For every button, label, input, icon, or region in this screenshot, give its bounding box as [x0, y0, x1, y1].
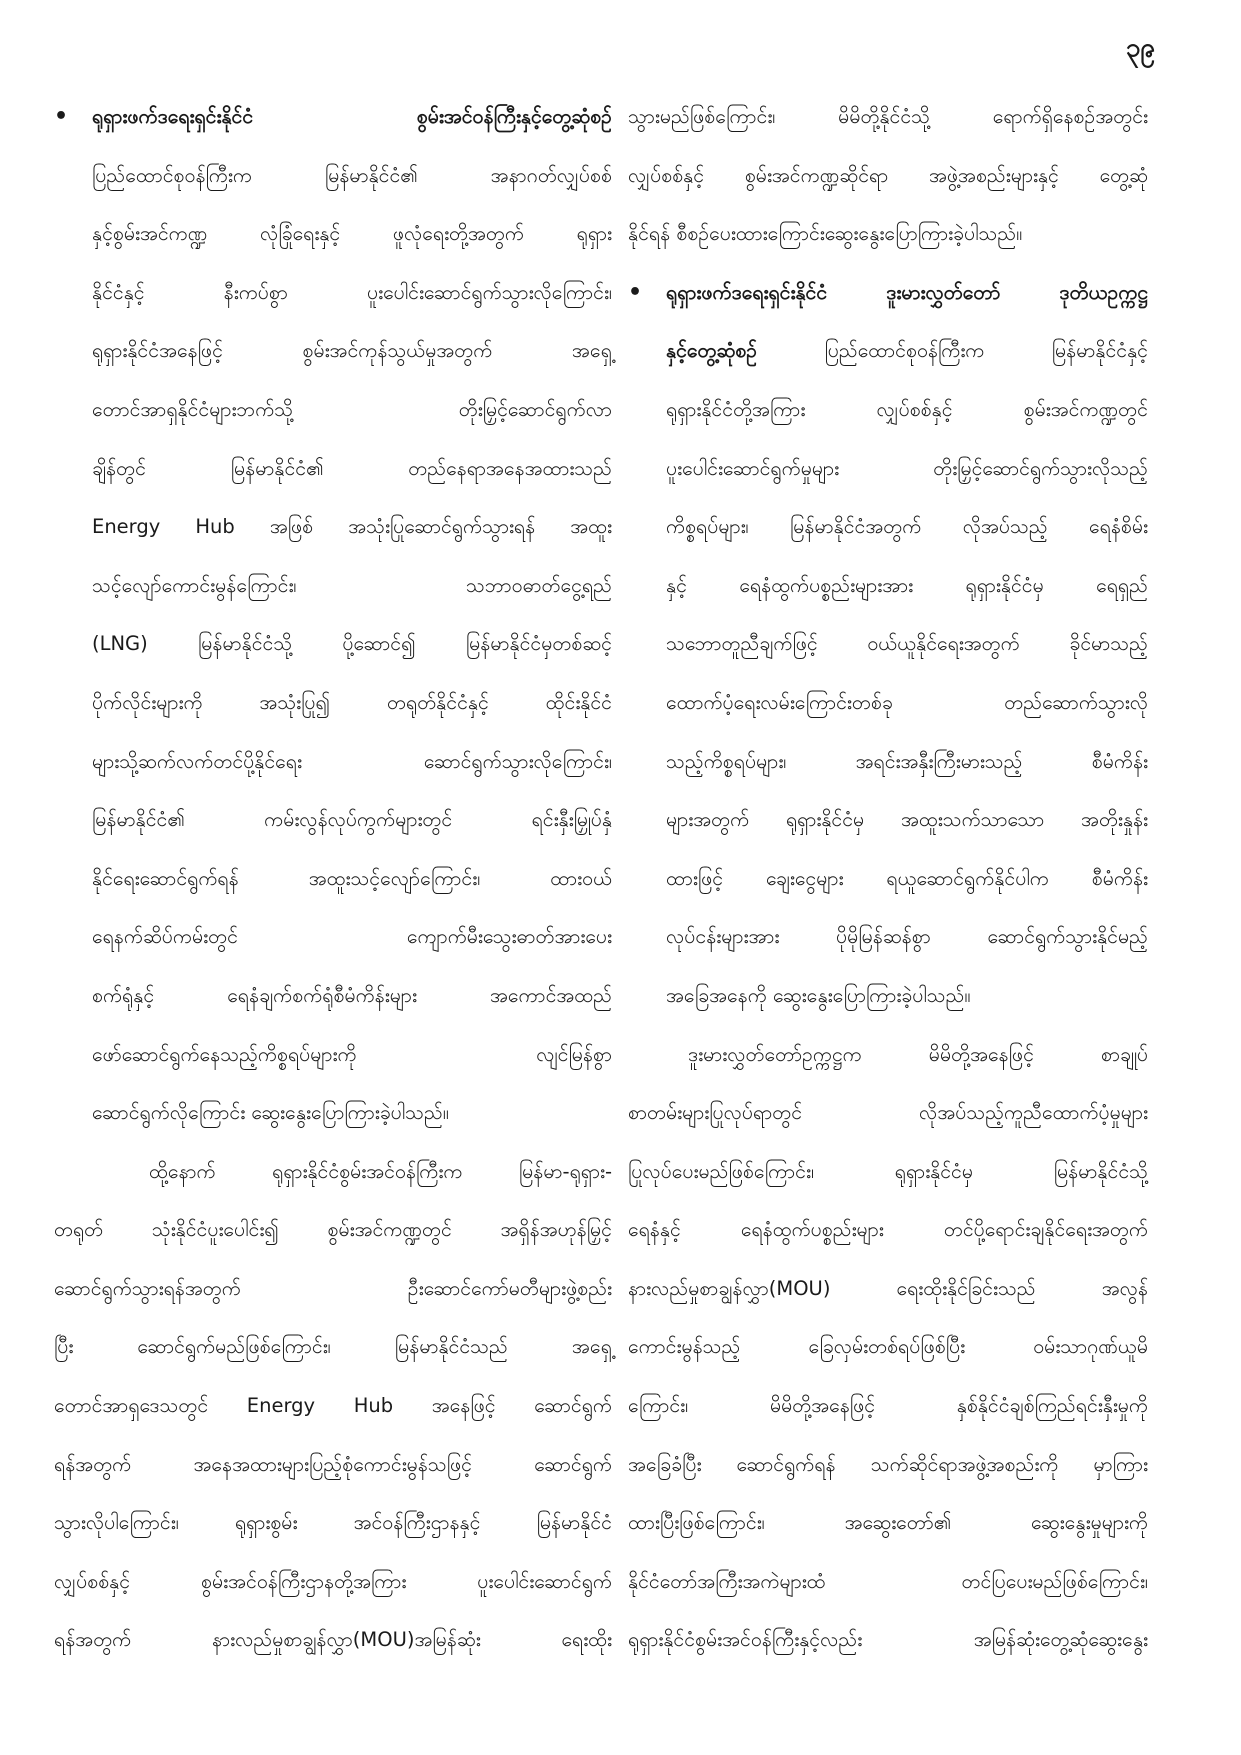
- text-line: ရုရှားနိုင်ငံတို့အကြား လျှပ်စစ်နှင့် စွမ်းအင်ကဏ္ဍတွင်: [666, 397, 1148, 421]
- bullet2-heading-bold: နှင့်တွေ့ဆုံစဉ်: [666, 339, 758, 363]
- text-line: ဖော်ဆောင်ရွက်နေသည့်ကိစ္စရပ်များကို လျင်မြန်စွာ: [92, 1042, 612, 1066]
- continuation-text: [628, 88, 1148, 264]
- text-line: ဒူးမားလွှတ်တော်ဥက္ကဋ္ဌက မိမိတို့အနေဖြင့် စာချုပ်: [688, 1042, 1148, 1066]
- text-line: ကိစ္စရပ်များ၊ မြန်မာနိုင်ငံအတွက် လိုအပ်သည့် ရေနံစိမ်း: [666, 515, 1148, 539]
- right-column: [628, 88, 1148, 1670]
- bullet-icon: •: [628, 279, 643, 305]
- text-line: အခြေအနေကို ဆွေးနွေးပြောကြားခဲ့ပါသည်။: [666, 983, 971, 1007]
- text-line: ရန်အတွက် နားလည်မှုစာချွန်လွှာ(MOU)အမြန်ဆုံး ရေးထိုး: [54, 1628, 612, 1652]
- text-line: ရုရှားနိုင်ငံစွမ်းအင်ဝန်ကြီးနှင့်လည်း အမြန်ဆုံးတွေ့ဆုံဆွေးနွေး: [628, 1628, 1148, 1652]
- text-line: နိုင်ငံနှင့် နီးကပ်စွာ ပူးပေါင်းဆောင်ရွက်သွားလိုကြောင်း၊: [92, 280, 612, 304]
- text-line: ပြီး ဆောင်ရွက်မည်ဖြစ်ကြောင်း၊ မြန်မာနိုင်ငံသည် အရှေ့: [54, 1335, 612, 1359]
- text-line: တောင်အာရှဒေသတွင် Energy Hub အနေဖြင့် ဆောင်ရွက်: [54, 1394, 612, 1418]
- bullet2: [628, 264, 1148, 1026]
- text-line: နှင့် ရေနံထွက်ပစ္စည်းများအား ရုရှားနိုင်ငံမှ ရေရှည်: [666, 573, 1148, 597]
- text-line: နှင့်စွမ်းအင်ကဏ္ဍ လုံခြုံရေးနှင့် ဖူလုံရေးတို့အတွက် ရုရှား: [92, 222, 612, 246]
- text-line: တရုတ် သုံးနိုင်ငံပူးပေါင်း၍ စွမ်းအင်ကဏ္ဍတွင် အရှိန်အဟုန်မြှင့်: [54, 1218, 612, 1242]
- paragraph1: [54, 1143, 612, 1670]
- text-line: သဘောတူညီချက်ဖြင့် ဝယ်ယူနိုင်ရေးအတွက် ခိုင်မာသည့်: [666, 632, 1148, 656]
- text-line: နိုင်ရေးဆောင်ရွက်ရန် အထူးသင့်လျော်ကြောင်း၊ ထားဝယ်: [92, 866, 612, 890]
- text-line: ချိန်တွင် မြန်မာနိုင်ငံ၏ တည်နေရာအနေအထားသည်: [92, 456, 612, 480]
- text-line: ထောက်ပံ့ရေးလမ်းကြောင်းတစ်ခု တည်ဆောက်သွားလို: [666, 690, 1148, 714]
- text-line: ကောင်းမွန်သည့် ခြေလှမ်းတစ်ရပ်ဖြစ်ပြီး ဝမ်းသာဂုဏ်ယူမိ: [628, 1335, 1148, 1359]
- text-line: ထို့နောက် ရုရှားနိုင်ငံစွမ်းအင်ဝန်ကြီးက မြန်မာ-ရုရှား-: [149, 1159, 612, 1183]
- text-line: သည့်ကိစ္စရပ်များ၊ အရင်းအနှီးကြီးမားသည့် စီမံကိန်း: [666, 749, 1148, 773]
- text-line: ရေနက်ဆိပ်ကမ်းတွင် ကျောက်မီးသွေးဓာတ်အားပေး: [92, 925, 612, 949]
- bullet2-heading-rest: ပြည်ထောင်စုဝန်ကြီးက မြန်မာနိုင်ငံနှင့်: [757, 339, 1148, 363]
- text-line: စာတမ်းများပြုလုပ်ရာတွင် လိုအပ်သည့်ကူညီထောက်ပံ့မှုများ: [628, 1101, 1148, 1125]
- text-line: မြန်မာနိုင်ငံ၏ ကမ်းလွန်လုပ်ကွက်များတွင် ရင်းနှီးမြှုပ်နှံ: [92, 808, 612, 832]
- bullet2-heading: • ရုရှားဖက်ဒရေးရှင်းနိုင်ငံ ဒူးမားလွှတ်တော် ဒုတိယဥက္ကဋ္ဌ: [666, 264, 1148, 323]
- text-line: ရေနံနှင့် ရေနံထွက်ပစ္စည်းများ တင်ပို့ရောင်းချနိုင်ရေးအတွက်: [628, 1218, 1148, 1242]
- text-line: သွားမည်ဖြစ်ကြောင်း၊ မိမိတို့နိုင်ငံသို့ ရောက်ရှိနေစဉ်အတွင်း: [628, 105, 1148, 128]
- text-line: ပြည်ထောင်စုဝန်ကြီးက မြန်မာနိုင်ငံ၏ အနာဂတ်လျှပ်စစ်: [92, 163, 612, 187]
- text-line: ကြောင်း၊ မိမိတို့အနေဖြင့် နှစ်နိုင်ငံချစ်ကြည်ရင်းနှီးမှုကို: [628, 1394, 1148, 1418]
- text-line: လျှပ်စစ်နှင့် စွမ်းအင်ဝန်ကြီးဌာနတို့အကြား ပူးပေါင်းဆောင်ရွက်: [54, 1569, 612, 1593]
- text-line: နိုင်ငံတော်အကြီးအကဲများထံ တင်ပြပေးမည်ဖြစ်ကြောင်း၊: [628, 1569, 1148, 1593]
- text-line: များသို့ဆက်လက်တင်ပို့နိုင်ရေး ဆောင်ရွက်သွားလိုကြောင်း၊: [92, 749, 612, 773]
- bullet1-heading: • ရုရှားဖက်ဒရေးရှင်းနိုင်ငံ စွမ်းအင်ဝန်ကြီးနှင့်တွေ့ဆုံစဉ်: [54, 88, 612, 147]
- text-line: အခြေခံပြီး ဆောင်ရွက်ရန် သက်ဆိုင်ရာအဖွဲ့အစည်းကို မှာကြား: [628, 1452, 1148, 1476]
- page-number: ၃၉: [1125, 33, 1155, 63]
- text-line: ပြုလုပ်ပေးမည်ဖြစ်ကြောင်း၊ ရုရှားနိုင်ငံမှ မြန်မာနိုင်ငံသို့: [628, 1159, 1148, 1183]
- text-line: သင့်လျော်ကောင်းမွန်ကြောင်း၊ သဘာဝဓာတ်ငွေ့ရည်: [92, 573, 612, 597]
- text-line: စက်ရုံနှင့် ရေနံချက်စက်ရုံစီမံကိန်းများ အကောင်အထည်: [92, 983, 612, 1007]
- text-line: ပူးပေါင်းဆောင်ရွက်မှုများ တိုးမြှင့်ဆောင်ရွက်သွားလိုသည့်: [666, 456, 1148, 480]
- bullet2-heading-line2: [666, 322, 1148, 381]
- bullet1-body: [54, 147, 612, 1143]
- text-line: ထားဖြင့် ချေးငွေများ ရယူဆောင်ရွက်နိုင်ပါက စီမံကိန်း: [666, 866, 1148, 890]
- text-line: နားလည်မှုစာချွန်လွှာ(MOU) ရေးထိုးနိုင်ခြင်းသည် အလွန်: [628, 1276, 1148, 1300]
- text-line: ထားပြီးဖြစ်ကြောင်း၊ အဆွေးတော်၏ ဆွေးနွေးမှုများကို: [628, 1511, 1148, 1535]
- text-line: များအတွက် ရုရှားနိုင်ငံမှ အထူးသက်သာသော အတိုးနှုန်း: [666, 808, 1148, 832]
- text-line: ဆောင်ရွက်လိုကြောင်း ဆွေးနွေးပြောကြားခဲ့ပါသည်။: [92, 1101, 449, 1125]
- text-line: နိုင်ရန် စီစဉ်ပေးထားကြောင်းဆွေးနွေးပြောကြားခဲ့ပါသည်။: [628, 222, 1023, 246]
- left-column: [54, 88, 612, 1670]
- bullet-icon: •: [54, 104, 69, 129]
- text-line: လုပ်ငန်းများအား ပိုမိုမြန်ဆန်စွာ ဆောင်ရွက်သွားနိုင်မည့်: [666, 925, 1148, 949]
- text-line: (LNG) မြန်မာနိုင်ငံသို့ ပို့ဆောင်၍ မြန်မာနိုင်ငံမှတစ်ဆင့်: [92, 632, 612, 656]
- text-line: ပိုက်လိုင်းများကို အသုံးပြု၍ တရုတ်နိုင်ငံနှင့် ထိုင်းနိုင်ငံ: [92, 690, 612, 714]
- text-line: တောင်အာရှနိုင်ငံများဘက်သို့ တိုးမြှင့်ဆောင်ရွက်လာ: [92, 397, 612, 421]
- text-line: သွားလိုပါကြောင်း၊ ရုရှားစွမ်း အင်ဝန်ကြီးဌာနနှင့် မြန်မာနိုင်ငံ: [54, 1511, 612, 1535]
- paragraph2: [628, 1026, 1148, 1671]
- text-line: Energy Hub အဖြစ် အသုံးပြုဆောင်ရွက်သွားရန် အထူး: [92, 515, 612, 539]
- text-line: ဆောင်ရွက်သွားရန်အတွက် ဦးဆောင်ကော်မတီများဖွဲ့စည်း: [54, 1276, 612, 1300]
- text-line: ရန်အတွက် အနေအထားများပြည့်စုံကောင်းမွန်သဖြင့် ဆောင်ရွက်: [54, 1452, 612, 1476]
- text-line: ရုရှားနိုင်ငံအနေဖြင့် စွမ်းအင်ကုန်သွယ်မှုအတွက် အရှေ့: [92, 339, 612, 363]
- text-line: လျှပ်စစ်နှင့် စွမ်းအင်ကဏ္ဍဆိုင်ရာ အဖွဲ့အစည်းများနှင့် တွေ့ဆုံ: [628, 163, 1148, 187]
